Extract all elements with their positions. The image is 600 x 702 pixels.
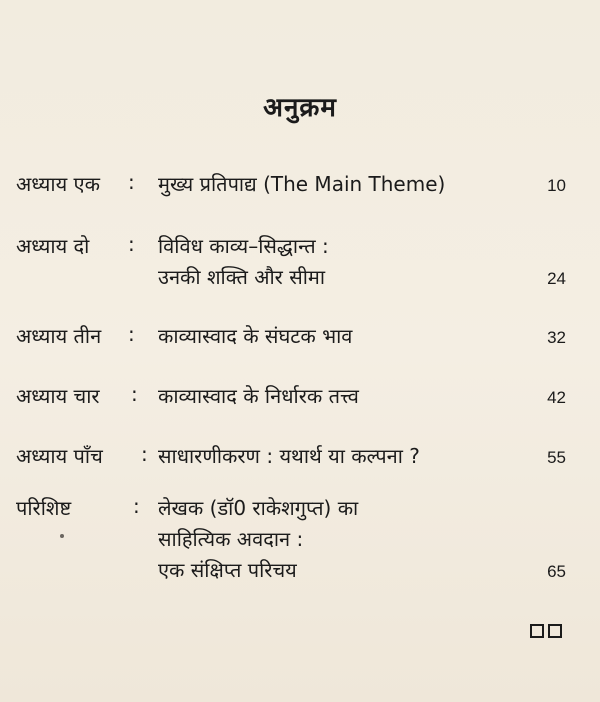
chapter-title-line: मुख्य प्रतिपाद्य (The Main Theme) — [158, 172, 446, 196]
separator: : — [128, 322, 135, 346]
chapter-title-line: लेखक (डॉ0 राकेशगुप्त) का — [158, 496, 359, 520]
chapter-title-line: एक संक्षिप्त परिचय — [158, 558, 297, 582]
chapter-title-line: काव्यास्वाद के संघटक भाव — [158, 324, 353, 348]
ink-speck — [60, 534, 64, 538]
chapter-title-line: विविध काव्य–सिद्धान्त : — [158, 234, 329, 258]
square-ornament-icon — [530, 624, 544, 638]
chapter-title-line: काव्यास्वाद के निर्धारक तत्त्व — [158, 384, 359, 408]
separator: : — [133, 494, 140, 518]
end-ornament — [530, 624, 562, 638]
separator: : — [128, 232, 135, 256]
chapter-label: अध्याय चार — [16, 384, 100, 408]
chapter-label: अध्याय दो — [16, 234, 90, 258]
page-number: 55 — [547, 448, 566, 467]
chapter-label: अध्याय पाँच — [16, 444, 103, 468]
page-number: 32 — [547, 328, 566, 347]
page-number: 65 — [547, 562, 566, 581]
page-number: 24 — [547, 269, 566, 288]
chapter-label: अध्याय तीन — [16, 324, 102, 348]
chapter-label: अध्याय एक — [16, 172, 100, 196]
page-number: 42 — [547, 388, 566, 407]
separator: : — [131, 382, 138, 406]
separator: : — [128, 170, 135, 194]
page-number: 10 — [547, 176, 566, 195]
separator: : — [141, 442, 148, 466]
chapter-label: परिशिष्ट — [16, 496, 72, 520]
chapter-title-line: उनकी शक्ति और सीमा — [158, 265, 326, 289]
chapter-title-line: साहित्यिक अवदान : — [158, 527, 304, 551]
toc-title: अनुक्रम — [263, 93, 337, 123]
chapter-title-line: साधारणीकरण : यथार्थ या कल्पना ? — [158, 444, 420, 468]
square-ornament-icon — [548, 624, 562, 638]
